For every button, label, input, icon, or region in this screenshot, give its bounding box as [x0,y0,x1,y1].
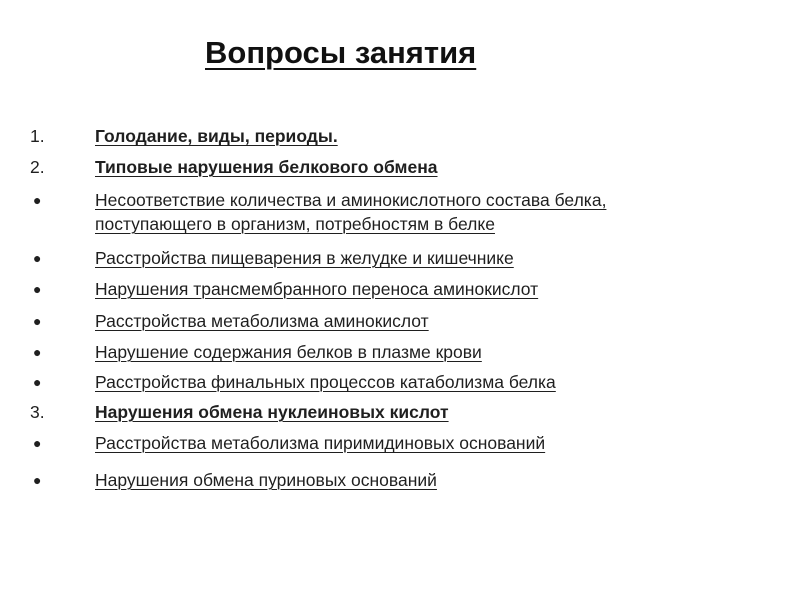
list-item-text[interactable]: Типовые нарушения белкового обмена [95,157,438,177]
list-item-text[interactable]: Расстройства метаболизма аминокислот [95,311,429,331]
list-item-text[interactable]: Нарушения обмена пуриновых оснований [95,470,437,490]
list-item-text[interactable]: Нарушения обмена нуклеиновых кислот [95,402,449,422]
list-number: 2. [30,157,45,177]
list-item-text[interactable]: Нарушения трансмембранного переноса аминокислот [95,279,539,299]
list-item-text-line-1: Несоответствие количества и аминокислотного состава белка, [95,190,607,210]
bullet-icon: ● [33,435,42,451]
list-item-text[interactable]: Расстройства метаболизма пиримидиновых оснований [95,433,546,453]
slide-title: Вопросы занятия [205,35,477,70]
bullet-icon: ● [33,281,42,297]
list-item-text[interactable] [95,188,775,236]
bullet-icon: ● [33,344,42,360]
list-item-text[interactable]: Расстройства финальных процессов катаболизма белка [95,372,556,392]
bullet-icon: ● [33,313,42,329]
list-item-text-line-2: поступающего в организм, потребностям в белке [95,214,495,234]
list-item-text[interactable]: Голодание, виды, периоды. [95,126,338,146]
bullet-icon: ● [33,192,42,208]
list-number: 1. [30,126,45,146]
bullet-icon: ● [33,472,42,488]
list-item-text[interactable]: Нарушение содержания белков в плазме крови [95,342,482,362]
bullet-icon: ● [33,374,42,390]
list-item-text[interactable]: Расстройства пищеварения в желудке и кишечнике [95,248,514,268]
list-number: 3. [30,402,45,422]
bullet-icon: ● [33,250,42,266]
